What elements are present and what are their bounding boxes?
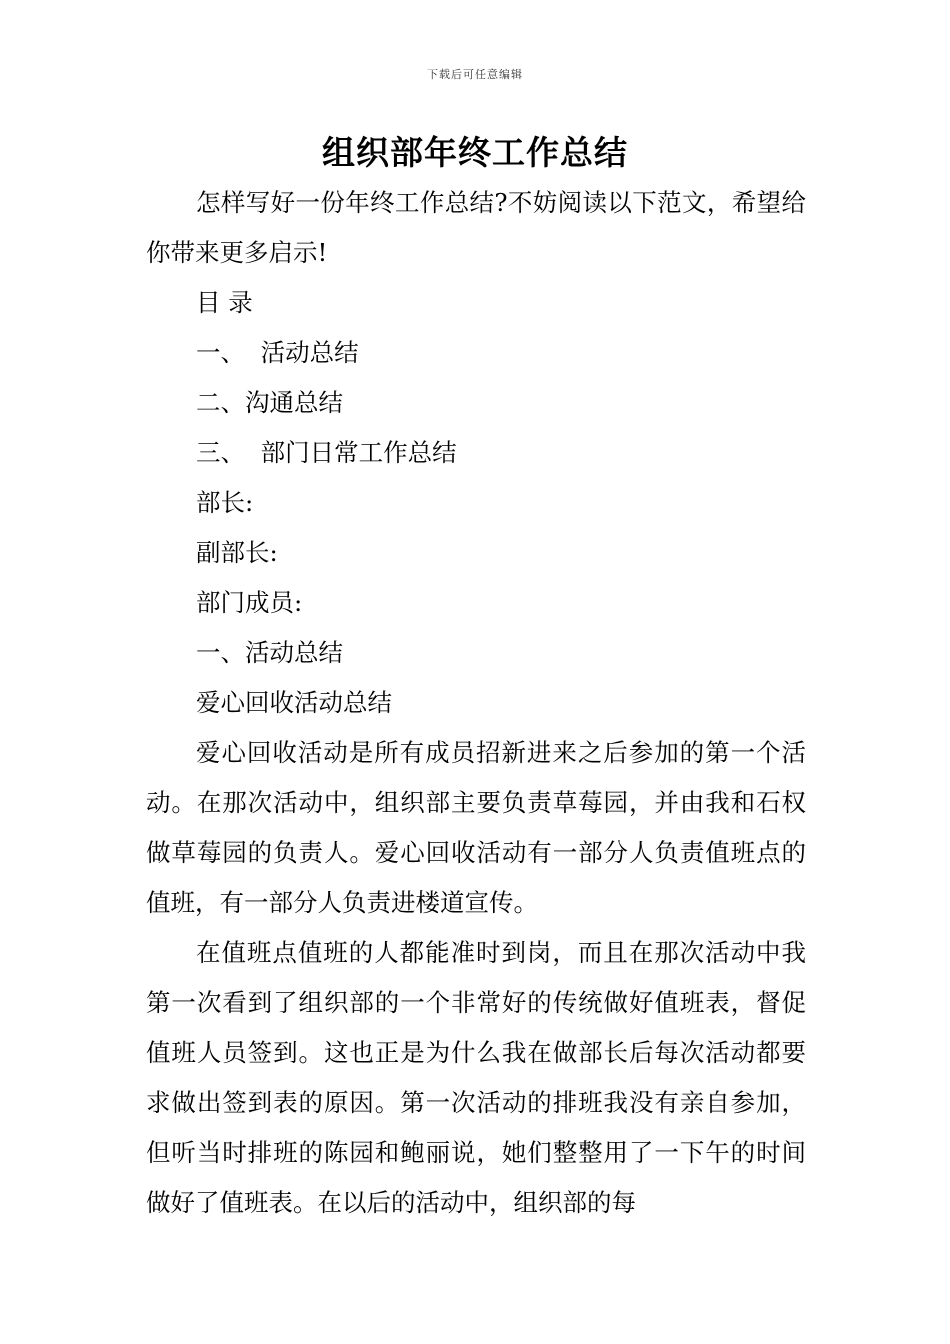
body-paragraph: 在值班点值班的人都能准时到岗，而且在那次活动中我第一次看到了组织部的一个非常好的传统做好值班表，督促值班人员签到。这也正是为什么我在做部长后每次活动都要求做出签到表的原因。第一次活动的排班我没有亲自参加，但听当时排班的陈园和鲍丽说，她们整整用了一下午的时间做好了值班表。在以后的活动中，组织部的每 (146, 938, 806, 1217)
role-line-members: 部门成员: (196, 588, 303, 617)
toc-item: 一、 活动总结 (196, 338, 359, 367)
subsection-heading: 爱心回收活动总结 (196, 688, 392, 717)
role-line-director: 部长: (196, 488, 254, 517)
section-heading: 一、活动总结 (196, 638, 343, 667)
document-body (146, 178, 806, 1228)
document-title: 组织部年终工作总结 (322, 133, 628, 172)
role-line-deputy: 副部长: (196, 538, 278, 567)
body-paragraph: 爱心回收活动是所有成员招新进来之后参加的第一个活动。在那次活动中，组织部主要负责草莓园，并由我和石权做草莓园的负责人。爱心回收活动有一部分人负责值班点的值班，有一部分人负责进楼道宣传。 (146, 738, 806, 917)
toc-item: 三、 部门日常工作总结 (196, 438, 457, 467)
intro-paragraph: 怎样写好一份年终工作总结?不妨阅读以下范文，希望给你带来更多启示! (146, 188, 806, 267)
toc-heading: 目 录 (196, 288, 253, 317)
toc-item: 二、沟通总结 (196, 388, 343, 417)
header-note: 下载后可任意编辑 (427, 68, 523, 81)
